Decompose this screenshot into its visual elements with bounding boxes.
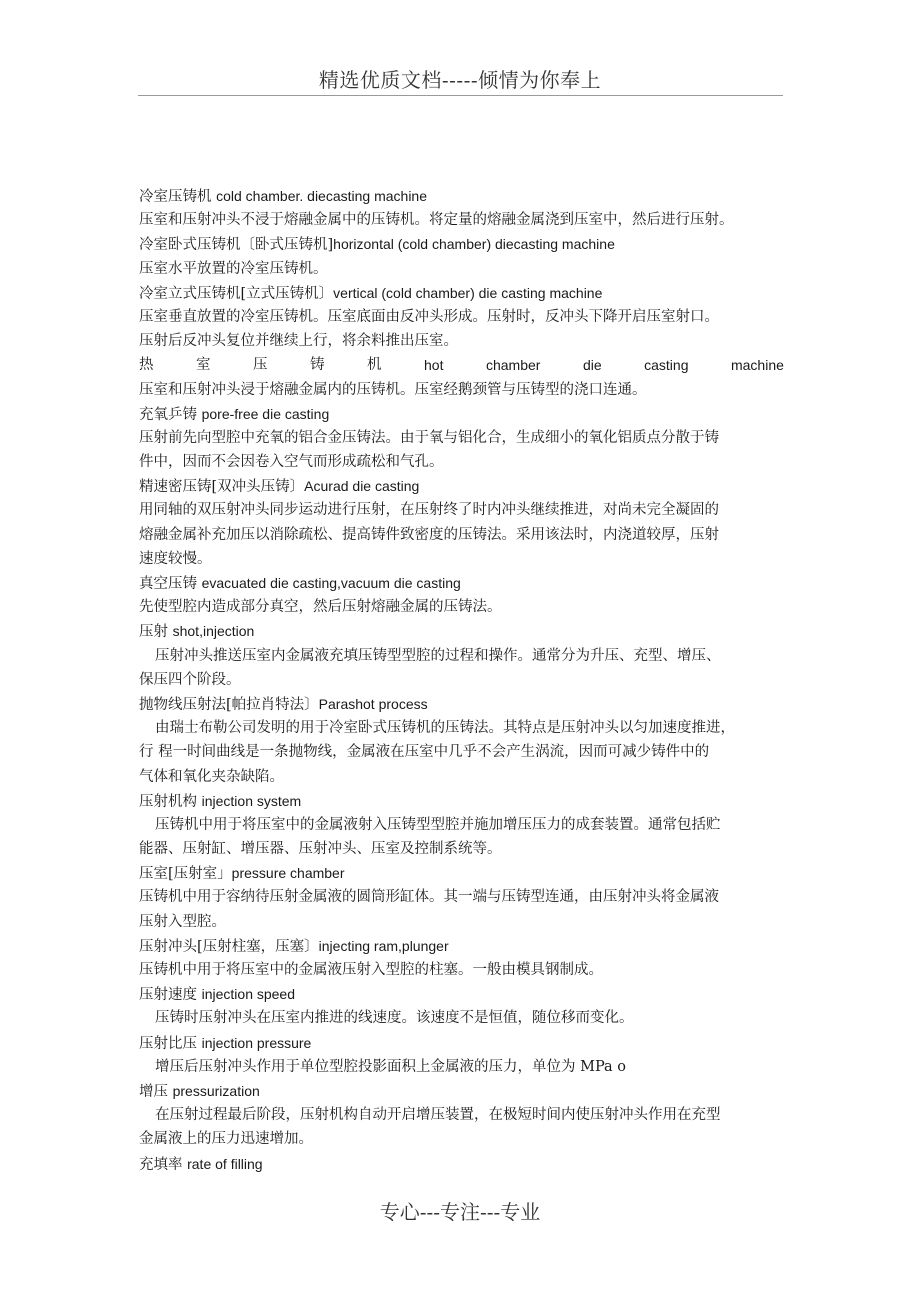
term-heading bbox=[139, 402, 784, 426]
term-chinese: 充氧乒铸 bbox=[139, 406, 202, 423]
term-chinese: 压射冲头[压射柱塞，压塞〕 bbox=[139, 938, 319, 955]
term-english: Parashot process bbox=[318, 695, 428, 712]
term-word: 室 bbox=[196, 357, 211, 374]
term-chinese: 冷室压铸机 bbox=[139, 189, 217, 205]
definition-line: 金属液上的压力迅速增加。 bbox=[139, 1131, 313, 1148]
term-chinese: 真空压铸 bbox=[139, 576, 202, 592]
term-heading bbox=[139, 861, 784, 885]
definition-line: 压室水平放置的冷室压铸机。 bbox=[139, 260, 328, 277]
definition-line: 压铸机中用于将压室中的金属液射入压铸型型腔并施加增压压力的成套装置。通常包括贮 bbox=[155, 816, 721, 833]
term-chinese: 压射比压 bbox=[139, 1035, 202, 1052]
definition-line: 气体和氧化夹杂缺陷。 bbox=[139, 768, 284, 785]
term-chinese: 精速密压铸[双冲头压铸〕 bbox=[139, 479, 305, 496]
definition-line: 压室垂直放置的冷室压铸机。压室底面由反冲头形成。压射时，反冲头下降开启压室射口。 bbox=[139, 308, 719, 325]
term-chinese: 增压 bbox=[139, 1083, 173, 1100]
term-english: shot,injection bbox=[172, 623, 255, 640]
term-heading bbox=[139, 281, 784, 305]
definition-line: 压射入型腔。 bbox=[139, 913, 226, 930]
definition-line: 行 程一时间曲线是一条抛物线，金属液在压室中几乎不会产生涡流，因而可减少铸件中的 bbox=[139, 744, 710, 761]
term-word: machine bbox=[730, 357, 784, 374]
definition-line: 熔融金属补充加压以消除疏松、提高铸件致密度的压铸法。采用该法时，内浇道较厚，压射 bbox=[139, 526, 719, 543]
definition-line: 压室和压射冲头浸于熔融金属内的压铸机。压室经鹅颈管与压铸型的浇口连通。 bbox=[139, 381, 647, 398]
term-english: injecting ram,plunger bbox=[318, 937, 449, 954]
term-chinese: 压射速度 bbox=[139, 987, 202, 1004]
definition-line: 压射冲头推送压室内金属液充填压铸型型腔的过程和操作。通常分为升压、充型、增压、 bbox=[155, 647, 721, 664]
term-english: injection system bbox=[201, 792, 302, 809]
term-english: horizontal (cold chamber) diecasting machine bbox=[333, 236, 615, 253]
definition-line: 压射后反冲头复位并继续上行，将余料推出压室。 bbox=[139, 333, 458, 350]
term-heading bbox=[139, 934, 784, 958]
definition-line: 由瑞士布勒公司发明的用于冷室卧式压铸机的压铸法。其特点是压射冲头以匀加速度推进， bbox=[155, 720, 735, 737]
term-heading bbox=[139, 1152, 784, 1176]
term-heading bbox=[139, 474, 784, 498]
term-english: rate of filling bbox=[187, 1155, 263, 1172]
term-word: hot bbox=[424, 357, 444, 374]
term-english: evacuated die casting,vacuum die casting bbox=[201, 575, 461, 591]
definition-line: 先使型腔内造成部分真空，然后压射熔融金属的压铸法。 bbox=[139, 599, 502, 616]
term-heading bbox=[139, 571, 784, 595]
definition-line: 压铸机中用于将压室中的金属液压射入型腔的柱塞。一般由模具钢制成。 bbox=[139, 962, 603, 978]
term-english: Acurad die casting bbox=[304, 478, 420, 495]
definition-line: 压铸时压射冲头在压室内推进的线速度。该速度不是恒值，随位移而变化。 bbox=[155, 1010, 634, 1027]
document-body bbox=[139, 184, 784, 1176]
term-english: injection speed bbox=[201, 986, 296, 1003]
term-word: 铸 bbox=[310, 357, 325, 374]
term-english: cold chamber. diecasting machine bbox=[216, 188, 428, 204]
term-chinese: 压射机构 bbox=[139, 793, 202, 810]
term-chinese: 抛物线压射法[帕拉肖特法〕 bbox=[139, 696, 319, 713]
term-heading-justified bbox=[139, 353, 784, 377]
header-divider bbox=[138, 95, 783, 96]
term-english: pore-free die casting bbox=[201, 405, 330, 422]
definition-line: 增压后压射冲头作用于单位型腔投影面积上金属液的压力，单位为 MPa o bbox=[155, 1058, 627, 1075]
page-header: 精选优质文档-----倾情为你奉上 bbox=[318, 68, 602, 92]
term-english: injection pressure bbox=[201, 1034, 312, 1051]
term-chinese: 冷室卧式压铸机〔卧式压铸机] bbox=[139, 237, 334, 254]
definition-line: 用同轴的双压射冲头同步运动进行压射，在压射终了时内冲头继续推进，对尚未完全凝固的 bbox=[139, 502, 719, 519]
term-chinese: 压射 bbox=[139, 624, 173, 641]
definition-line: 保压四个阶段。 bbox=[139, 671, 241, 688]
term-word: chamber bbox=[485, 357, 541, 374]
term-word: 热 bbox=[139, 357, 154, 374]
definition-line: 在压射过程最后阶段，压射机构自动开启增压装置，在极短时间内使压射冲头作用在充型 bbox=[155, 1107, 721, 1124]
term-heading bbox=[139, 619, 784, 643]
page-footer: 专心---专注---专业 bbox=[379, 1200, 541, 1224]
definition-line: 压铸机中用于容纳待压射金属液的圆筒形缸体。其一端与压铸型连通，由压射冲头将金属液 bbox=[139, 889, 719, 906]
term-chinese: 压室[压射室」 bbox=[139, 866, 232, 883]
term-heading bbox=[139, 692, 784, 716]
term-heading bbox=[139, 1031, 784, 1055]
definition-line: 速度较慢。 bbox=[139, 550, 212, 567]
term-word: 压 bbox=[253, 357, 268, 374]
term-heading bbox=[139, 1079, 784, 1103]
term-english: pressure chamber bbox=[231, 865, 345, 882]
term-chinese: 充填率 bbox=[139, 1156, 188, 1173]
definition-line: 能器、压射缸、增压器、压射冲头、压室及控制系统等。 bbox=[139, 841, 502, 858]
term-word: 机 bbox=[367, 357, 382, 374]
definition-line: 压射前先向型腔中充氧的铝合金压铸法。由于氧与铝化合，生成细小的氧化铝质点分散于铸 bbox=[139, 429, 719, 446]
term-heading bbox=[139, 232, 784, 256]
term-english: pressurization bbox=[172, 1082, 260, 1099]
term-word: casting bbox=[644, 357, 689, 374]
definition-line: 件中，因而不会因卷入空气而形成疏松和气孔。 bbox=[139, 454, 444, 471]
term-word: die bbox=[582, 357, 602, 374]
term-heading bbox=[139, 789, 784, 813]
term-english: vertical (cold chamber) die casting machine bbox=[333, 284, 603, 301]
definition-line: 压室和压射冲头不浸于熔融金属中的压铸机。将定量的熔融金属浇到压室中，然后进行压射。 bbox=[139, 212, 734, 229]
term-heading bbox=[139, 982, 784, 1006]
term-chinese: 冷室立式压铸机[立式压铸机〕 bbox=[139, 285, 334, 302]
term-heading bbox=[139, 184, 784, 208]
